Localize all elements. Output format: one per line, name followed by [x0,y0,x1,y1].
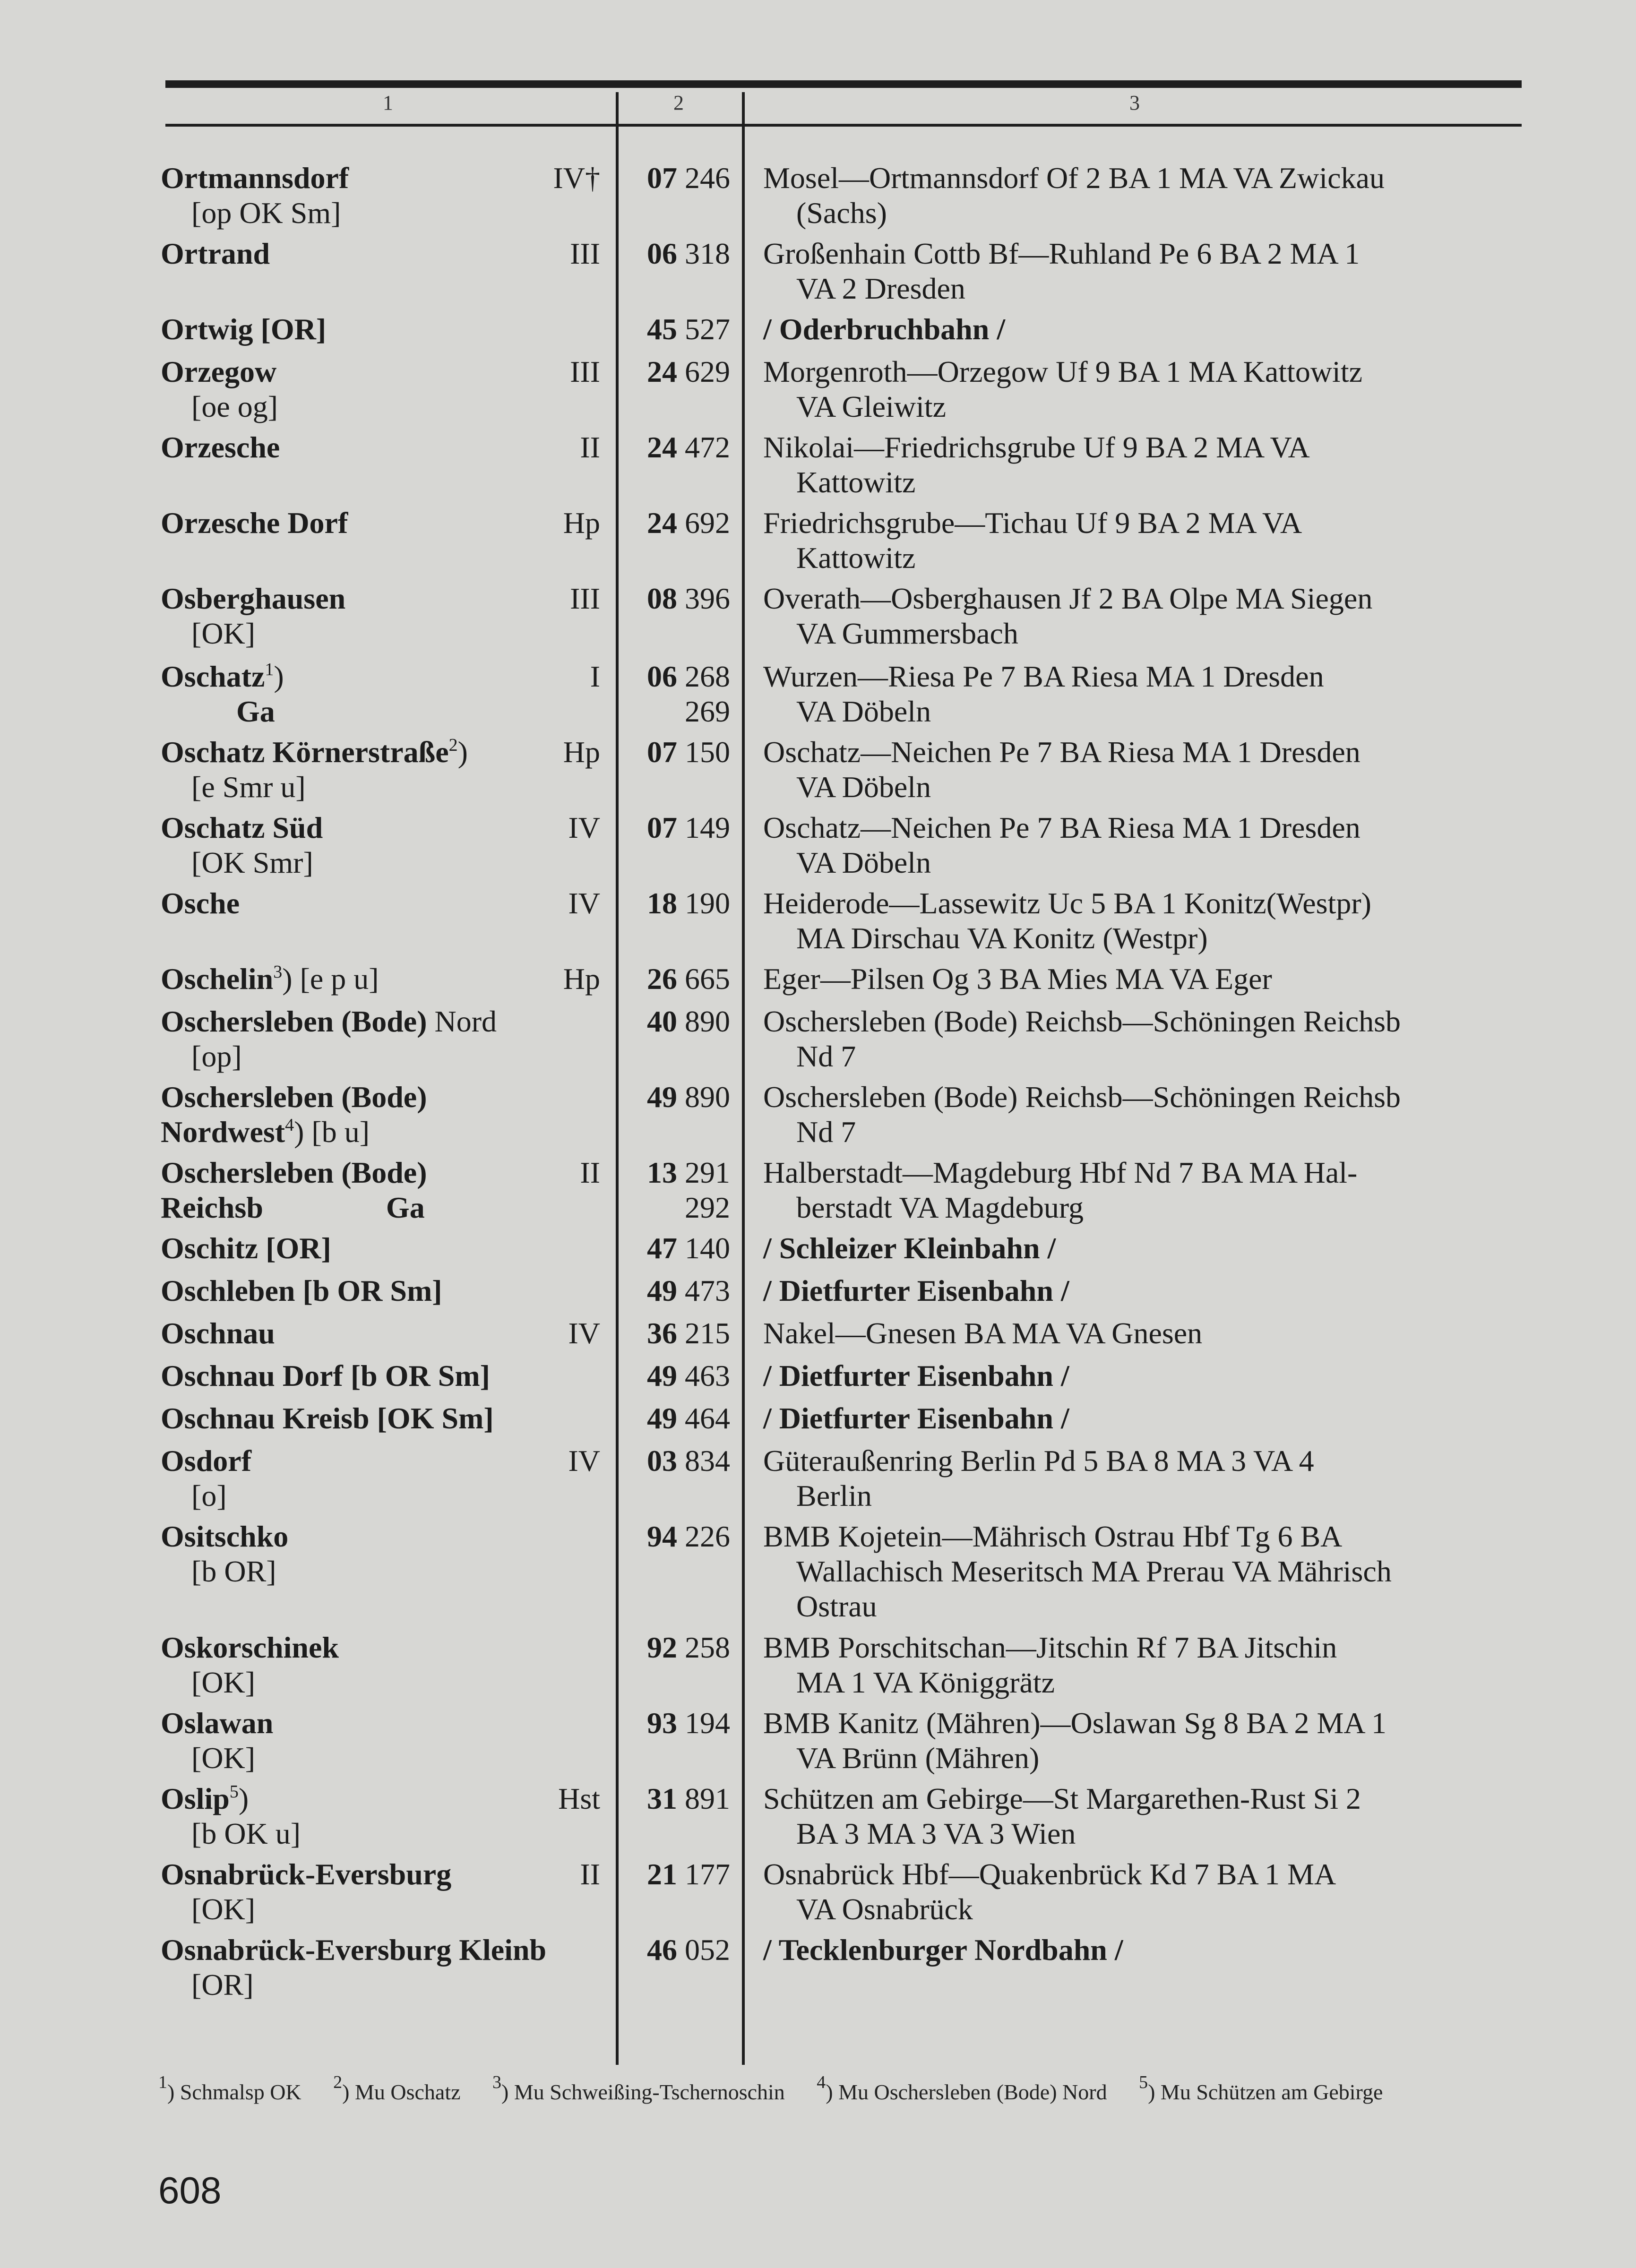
station-name: Ositschko [b OR] [161,1520,289,1588]
column-header-2: 2 [673,91,684,114]
station-class: IV† [553,161,600,195]
station-name: Oschersleben (Bode) Nordwest$^4$) [b u] [161,1080,427,1149]
column-header-3: 3 [1129,91,1140,114]
route-description: Großenhain Cottb Bf—Ruhland Pe 6 BA 2 MA 1 VA 2 Dresden [763,237,1360,305]
station-number: 18 190 [647,886,730,920]
station-class: II [580,1857,600,1891]
route-description: Mosel—Ortmannsdorf Of 2 BA 1 MA VA Zwickau (Sachs) [763,161,1385,230]
station-number: 07 149 [647,811,730,844]
route-description: Nakel—Gnesen BA MA VA Gnesen [763,1316,1203,1350]
route-description: BMB Porschitschan—Jitschin Rf 7 BA Jitschin MA 1 VA Königgrätz [763,1631,1337,1699]
route-description: Morgenroth—Orzegow Uf 9 BA 1 MA Kattowitz VA Gleiwitz [763,355,1362,423]
route-description: Heiderode—Lassewitz Uc 5 BA 1 Konitz(Westpr) MA Dirschau VA Konitz (Westpr) [763,886,1371,955]
route-description: BMB Kanitz (Mähren)—Oslawan Sg 8 BA 2 MA 1 VA Brünn (Mähren) [763,1706,1387,1775]
station-number: 92 258 [647,1631,730,1664]
station-name: Oschatz$^1$) Ga [161,660,284,728]
header-bottom-rule [165,124,1522,127]
station-name: Ortwig [OR] [161,312,327,346]
route-description: / Dietfurter Eisenbahn / [763,1359,1069,1392]
station-name: Osnabrück-Eversburg [OK] [161,1857,452,1926]
station-number: 45 527 [647,312,730,346]
station-number: 47 140 [647,1231,730,1265]
footnotes [158,2072,1519,2105]
station-name: Oschnau Dorf [b OR Sm] [161,1359,490,1392]
station-name: Osberghausen [OK] [161,582,346,650]
station-number: 49 464 [647,1401,730,1435]
station-number: 46 052 [647,1933,730,1967]
station-name: Oslawan [OK] [161,1706,274,1775]
station-name: Oschatz Körnerstraße$^2$) [e Smr u] [161,735,468,804]
footnote-4: $^4$) Mu Oschersleben (Bode) Nord [817,2072,1107,2104]
route-description: Nikolai—Friedrichsgrube Uf 9 BA 2 MA VA Kattowitz [763,430,1310,499]
station-number: 07 150 [647,735,730,769]
station-number: 93 194 [647,1706,730,1740]
station-number: 13 291 292 [647,1156,730,1224]
station-class: IV [568,1316,600,1350]
station-number: 49 463 [647,1359,730,1392]
station-number: 07 246 [647,161,730,195]
route-description: Oschersleben (Bode) Reichsb—Schöningen Reichsb Nd 7 [763,1080,1401,1149]
station-number: 26 665 [647,962,730,996]
station-name: Oschersleben (Bode) Reichsb Ga [161,1156,427,1224]
station-name: Ortmannsdorf [op OK Sm] [161,161,349,230]
station-class: Hp [563,735,600,769]
route-description: Oschersleben (Bode) Reichsb—Schöningen Reichsb Nd 7 [763,1005,1401,1073]
station-name: Osche [161,886,240,920]
route-description: Eger—Pilsen Og 3 BA Mies MA VA Eger [763,962,1272,996]
station-name: Osdorf [o] [161,1444,251,1512]
route-description: Halberstadt—Magdeburg Hbf Nd 7 BA MA Hal- berstadt VA Magdeburg [763,1156,1358,1224]
route-description: Wurzen—Riesa Pe 7 BA Riesa MA 1 Dresden VA Döbeln [763,660,1324,728]
route-description: Oschatz—Neichen Pe 7 BA Riesa MA 1 Dresden VA Döbeln [763,735,1360,804]
station-number: 40 890 [647,1005,730,1038]
route-description: / Tecklenburger Nordbahn / [763,1933,1123,1967]
station-class: II [580,430,600,464]
route-description: Overath—Osberghausen Jf 2 BA Olpe MA Siegen VA Gummersbach [763,582,1373,650]
footnote-2: $^2$) Mu Oschatz [333,2072,461,2104]
column-divider-2 [742,92,745,2065]
station-number: 24 692 [647,506,730,540]
station-number: 94 226 [647,1520,730,1553]
station-number: 36 215 [647,1316,730,1350]
station-number: 08 396 [647,582,730,615]
station-name: Orzesche Dorf [161,506,348,540]
station-class: III [570,237,600,270]
station-class: Hst [558,1782,600,1815]
station-name: Orzesche [161,430,280,464]
station-class: III [570,355,600,388]
station-name: Oschatz Süd [OK Smr] [161,811,323,879]
station-name: Oschnau Kreisb [OK Sm] [161,1401,494,1435]
station-number: 24 472 [647,430,730,464]
station-name: Ortrand [161,237,270,270]
station-name: Oskorschinek [OK] [161,1631,339,1699]
station-number: 21 177 [647,1857,730,1891]
station-class: IV [568,1444,600,1478]
station-number: 06 268 269 [647,660,730,728]
page-number: 608 [158,2169,222,2211]
station-class: III [570,582,600,615]
route-description: / Oderbruchbahn / [763,312,1006,346]
station-name: Oschitz [OR] [161,1231,331,1265]
station-name: Orzegow [oe og] [161,355,278,423]
station-name: Oschnau [161,1316,275,1350]
top-thick-rule [165,80,1522,88]
station-class: Hp [563,962,600,996]
footnote-5: $^5$) Mu Schützen am Gebirge [1139,2072,1383,2104]
station-name: Osnabrück-Eversburg Kleinb [OR] [161,1933,547,2002]
footnote-1: $^1$) Schmalsp OK [158,2072,301,2104]
route-description: BMB Kojetein—Mährisch Ostrau Hbf Tg 6 BA Wallachisch Meseritsch MA Prerau VA Mährisch Ostrau [763,1520,1392,1623]
route-description: / Schleizer Kleinbahn / [763,1231,1056,1265]
station-class: IV [568,886,600,920]
station-class: II [580,1156,600,1189]
route-description: / Dietfurter Eisenbahn / [763,1401,1069,1435]
route-description: Güteraußenring Berlin Pd 5 BA 8 MA 3 VA 4 Berlin [763,1444,1314,1512]
route-description: Osnabrück Hbf—Quakenbrück Kd 7 BA 1 MA VA Osnabrück [763,1857,1336,1926]
station-name: Oschleben [b OR Sm] [161,1274,442,1307]
route-description: / Dietfurter Eisenbahn / [763,1274,1069,1307]
station-class: IV [568,811,600,844]
station-name: Oschelin$^3$) [e p u] [161,962,379,996]
station-number: 49 890 [647,1080,730,1114]
column-header-1: 1 [383,91,393,114]
route-description: Friedrichsgrube—Tichau Uf 9 BA 2 MA VA Kattowitz [763,506,1302,575]
station-number: 24 629 [647,355,730,388]
footnote-3: $^3$) Mu Schweißing-Tschernoschin [492,2072,785,2104]
station-class: Hp [563,506,600,540]
station-name: Oslip$^5$) [b OK u] [161,1782,301,1850]
column-divider-1 [616,92,619,2065]
station-number: 49 473 [647,1274,730,1307]
station-number: 31 891 [647,1782,730,1815]
station-number: 03 834 [647,1444,730,1478]
route-description: Oschatz—Neichen Pe 7 BA Riesa MA 1 Dresden VA Döbeln [763,811,1360,879]
route-description: Schützen am Gebirge—St Margarethen-Rust Si 2 BA 3 MA 3 VA 3 Wien [763,1782,1361,1850]
station-number: 06 318 [647,237,730,270]
station-class: I [590,660,600,693]
station-name: Oschersleben (Bode) Nord [op] [161,1005,497,1073]
